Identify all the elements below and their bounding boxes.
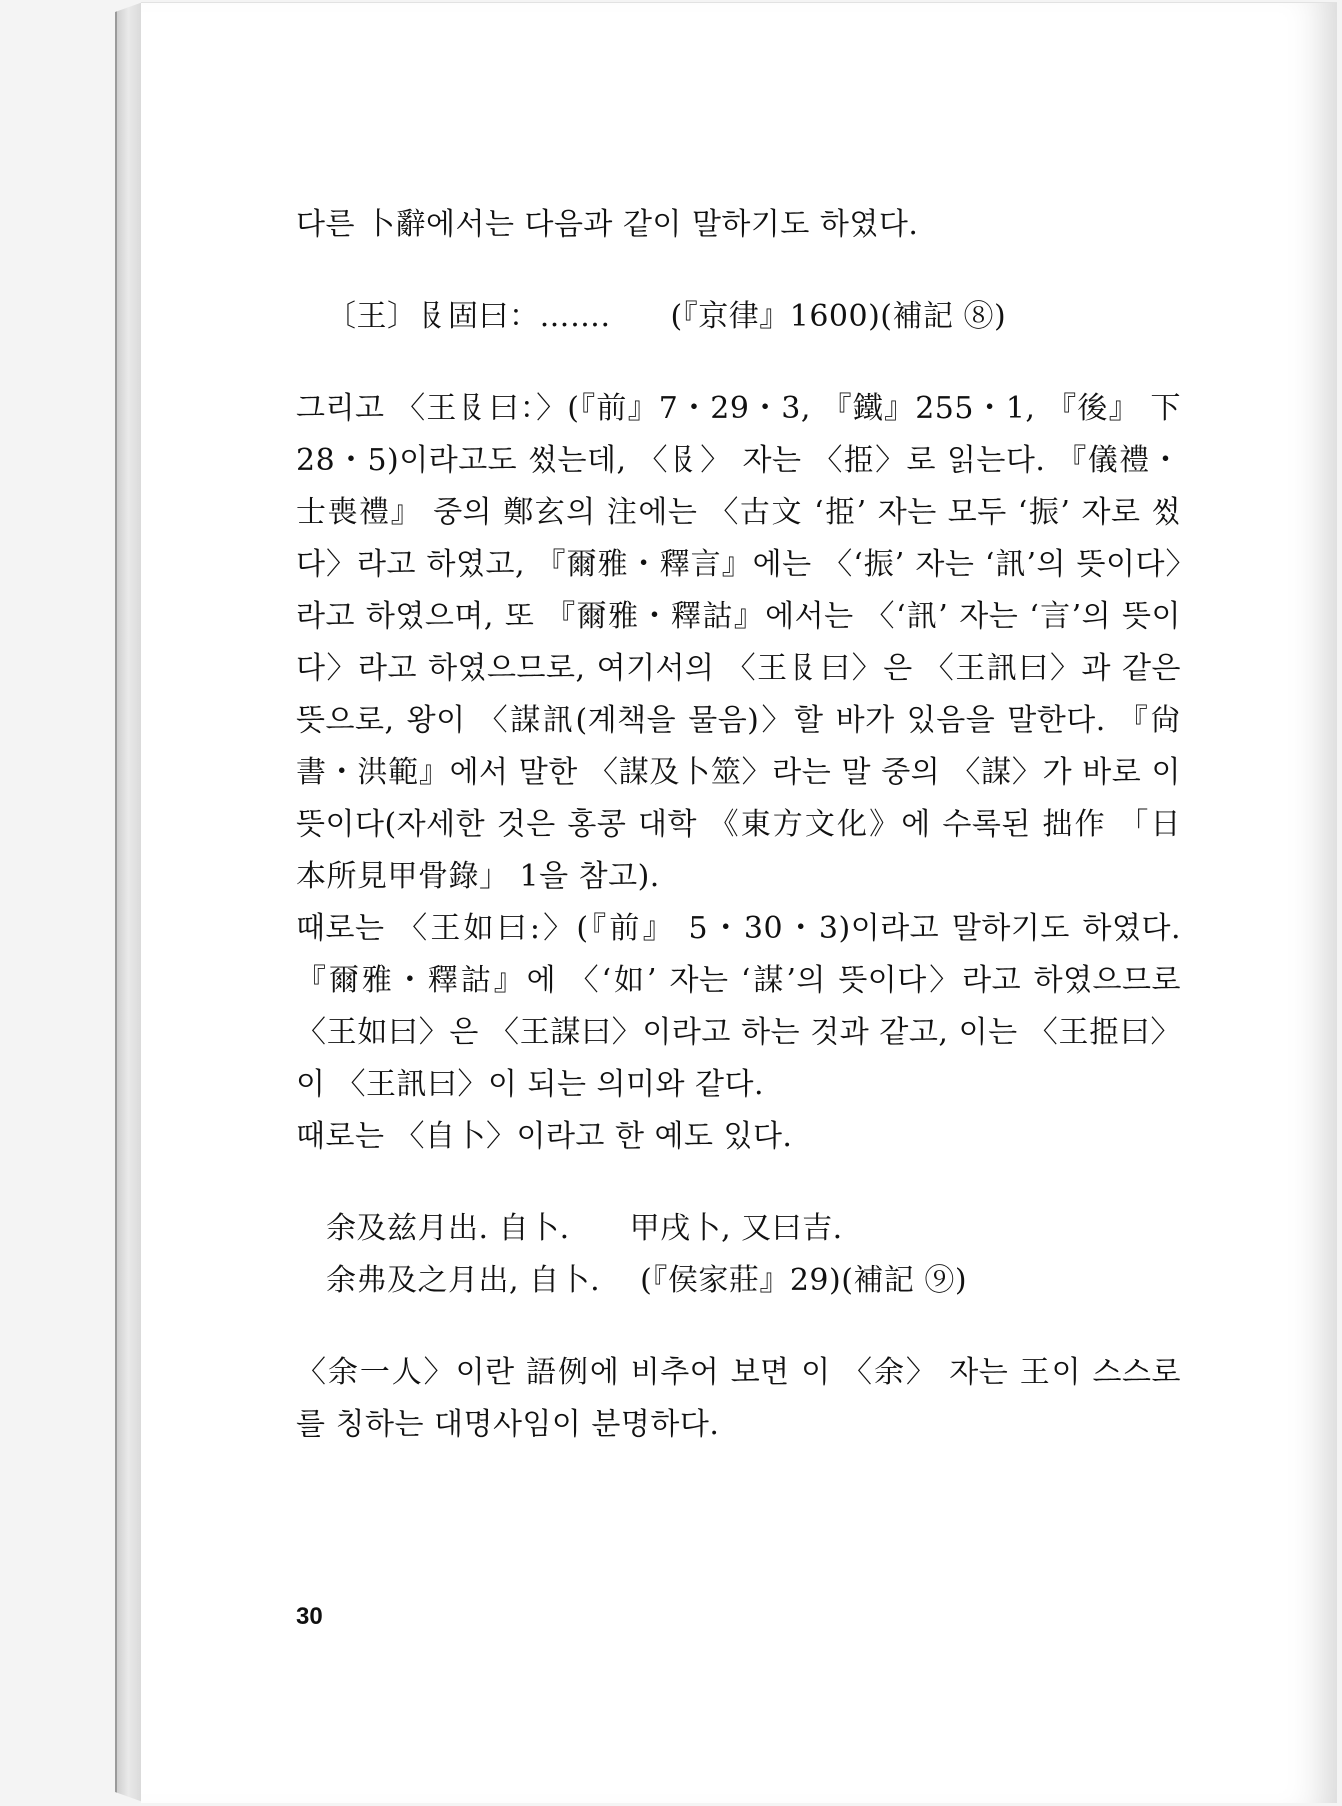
quotation-1-source: (『京律』1600)(補記 ⑧) <box>670 299 1007 334</box>
quotation-1 <box>266 291 1181 343</box>
page-number: 30 <box>296 1603 323 1630</box>
book-page <box>141 2 1337 1803</box>
quotation-3-source: (『侯家莊』29)(補記 ⑨) <box>640 1263 968 1298</box>
paragraph-3: 때로는 〈自卜〉이라고 한 예도 있다. <box>296 1119 793 1154</box>
quotation-2-text: 余及兹月出. 自卜. <box>326 1211 570 1246</box>
book <box>115 2 1337 1802</box>
quotation-1-text: 〔王〕𠬝固曰：……. <box>326 299 611 334</box>
quotation-2-result: 甲戌卜, 又曰吉. <box>629 1211 843 1246</box>
quotation-3-text: 余弗及之月出, 自卜. <box>326 1263 601 1298</box>
quotation-2 <box>266 1203 1181 1255</box>
paragraph-1: 그리고 〈王𠬝曰：〉(『前』7・29・3, 『鐵』255・1, 『後』 下 28・5)이라고도 썼는데, 〈𠬝〉 자는 〈挋〉로 읽는다. 『儀禮・士喪禮』 중의 鄭玄의 注에는 〈古文 ‘挋’ 자는 모두 ‘振’ 자로 썼다〉라고 하였고, 『爾雅・釋言』에는 〈‘振’ 자는 ‘訊’의 뜻이다〉라고 하였으며, 또 『爾雅・釋詁』에서는 〈‘訊’ 자는 ‘言’의 뜻이다〉라고 하였으므로, 여기서의 〈王𠬝曰〉은 〈王訊曰〉과 같은 뜻으로, 왕이 〈謀訊(계책을 물음)〉할 바가 있음을 말한다. 『尙書・洪範』에서 말한 〈謀及卜筮〉라는 말 중의 〈謀〉가 바로 이 뜻이다(자세한 것은 홍콩 대학 《東方文化》에 수록된 拙作 「日本所見甲骨錄」 1을 참고). <box>296 391 1181 894</box>
quotation-3 <box>266 1255 1181 1307</box>
paragraph-intro: 다른 卜辭에서는 다음과 같이 말하기도 하였다. <box>296 207 919 242</box>
paragraph-4: 〈余一人〉이란 語例에 비추어 보면 이 〈余〉 자는 王이 스스로를 칭하는 대명사임이 분명하다. <box>296 1355 1181 1442</box>
page-content <box>266 199 1181 1451</box>
paragraph-2: 때로는 〈王如曰:〉(『前』 5・30・3)이라고 말하기도 하였다. 『爾雅・釋詁』에 〈‘如’ 자는 ‘謀’의 뜻이다〉라고 하였으므로 〈王如曰〉은 〈王謀曰〉이라고 하는 것과 같고, 이는 〈王挋曰〉이 〈王訊曰〉이 되는 의미와 같다. <box>296 911 1181 1102</box>
